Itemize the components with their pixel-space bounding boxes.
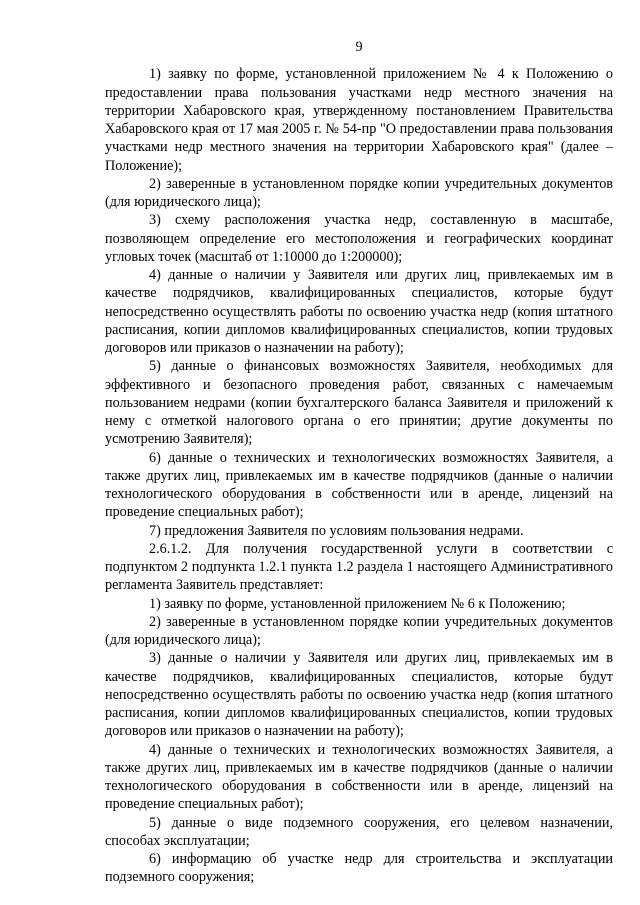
paragraph-item-3-specialists-b: 3) данные о наличии у Заявителя или других лиц, привлекаемых им в качестве подрядчиков, квалифицированных специалистов, которые будут непосредственно осуществлять работы по освоению участка недр (копия штатного расписания, копии дипломов квалифицированных специалистов, копии трудовых договоров или приказов о назначении на работу); — [105, 650, 613, 740]
paragraph-item-4-specialists: 4) данные о наличии у Заявителя или других лиц, привлекаемых им в качестве подрядчиков, квалифицированных специалистов, которые будут непосредственно осуществлять работы по освоению участка недр (копия штатного расписания, копии дипломов квалифицированных специалистов, копии трудовых договоров или приказов о назначении на работу); — [105, 267, 613, 356]
paragraph-item-6-technical: 6) данные о технических и технологических возможностях Заявителя, а также других лиц, привлекаемых им в качестве подрядчиков (данные о наличии технологического оборудования в собственности или в аренде, лицензий на проведение специальных работ); — [105, 449, 613, 521]
paragraph-item-1-application: 1) заявку по форме, установленной приложением № 4 к Положению о предоставлении права пользования участками недр местного значения на территории Хабаровского края, утвержденному постановлением Правительства Хабаровского края от 17 мая 2005 г. № 54-пр "О предоставлении права пользования участками недр местного значения на территории Хабаровского края" (далее – Положение); — [105, 66, 613, 174]
paragraph-item-6-site-info: 6) информацию об участке недр для строительства и эксплуатации подземного сооружения; — [105, 851, 613, 886]
paragraph-item-4-technical-b: 4) данные о технических и технологических возможностях Заявителя, а также других лиц, привлекаемых им в качестве подрядчиков (данные о наличии технологического оборудования в собственности или в аренде, лицензий на проведение специальных работ); — [105, 741, 613, 813]
paragraph-item-5-financial: 5) данные о финансовых возможностях Заявителя, необходимых для эффективного и безопасного проведения работ, связанных с намечаемым пользованием недрами (копии бухгалтерского баланса Заявителя и приложений к нему с отметкой налогового органа о его принятии; другие документы по усмотрению Заявителя); — [105, 358, 613, 448]
paragraph-item-1-application-form-6: 1) заявку по форме, установленной приложением № 6 к Положению; — [149, 595, 566, 612]
paragraph-item-3-site-scheme: 3) схему расположения участка недр, составленную в масштабе, позволяющем определение его местоположения и географических координат угловых точек (масштаб от 1:10000 до 1:200000); — [105, 212, 613, 265]
paragraph-item-5-underground-structure: 5) данные о виде подземного сооружения, его целевом назначении, способах эксплуатации; — [105, 814, 613, 849]
paragraph-item-2-founding-documents: 2) заверенные в установленном порядке копии учредительных документов (для юридического лица); — [105, 175, 613, 210]
page-number: 9 — [355, 39, 363, 55]
paragraph-section-2-6-1-2: 2.6.1.2. Для получения государственной услуги в соответствии с подпунктом 2 подпункта 1.2.1 пункта 1.2 раздела 1 настоящего Административного регламента Заявитель представляет: — [105, 540, 613, 594]
paragraph-item-7-proposals: 7) предложения Заявителя по условиям пользования недрами. — [149, 522, 524, 539]
paragraph-item-2-founding-documents-b: 2) заверенные в установленном порядке копии учредительных документов (для юридического лица); — [105, 613, 613, 648]
